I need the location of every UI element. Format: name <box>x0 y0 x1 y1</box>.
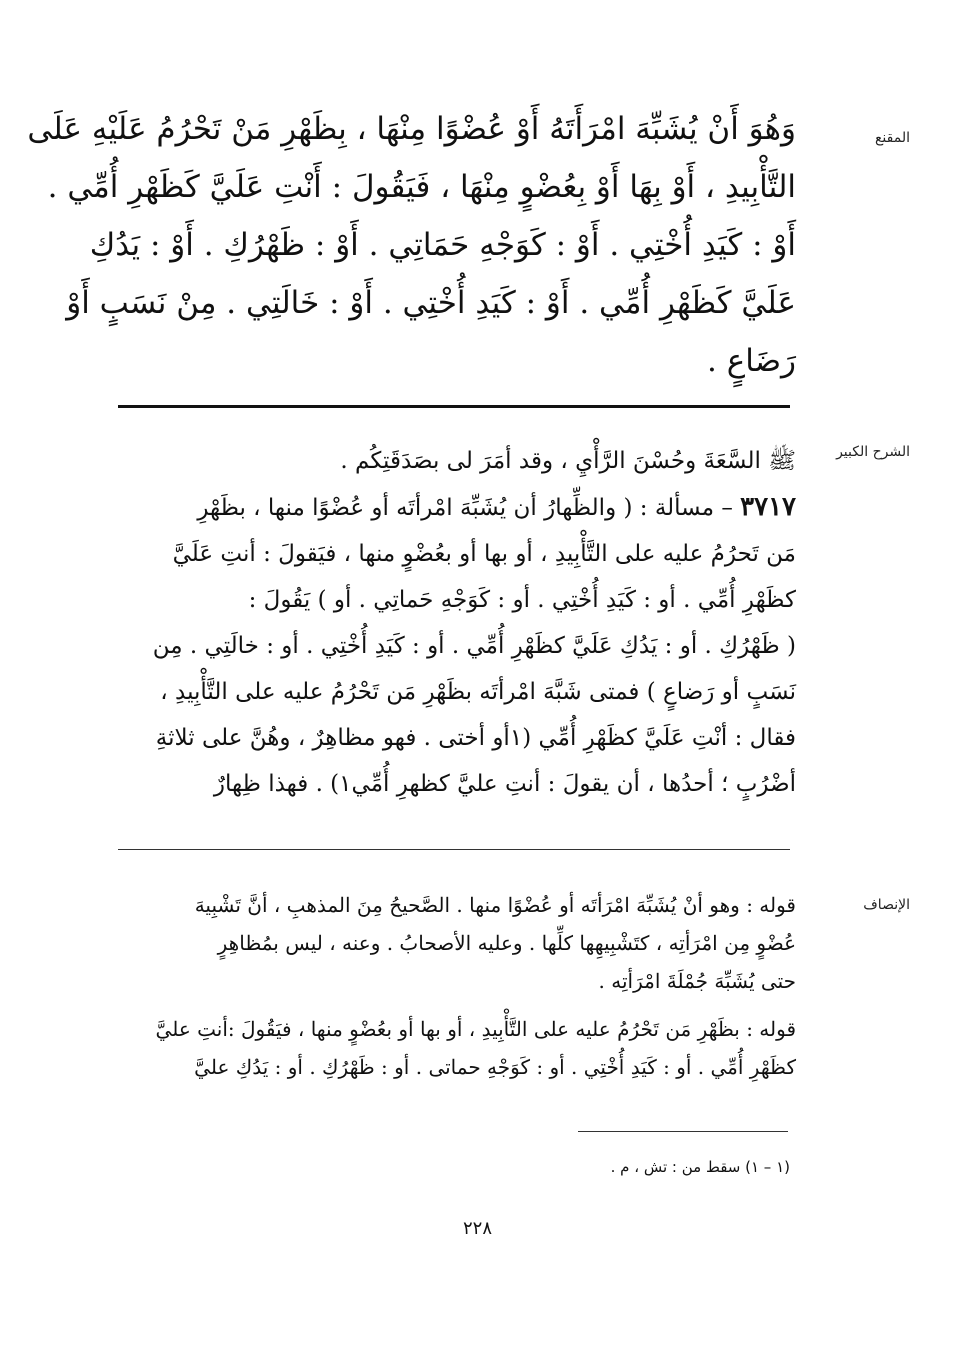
muqni-text <box>27 100 796 390</box>
label-muqni: المقنع <box>874 130 910 146</box>
sharh-masala-line <box>96 484 796 531</box>
sharh-line: نَسَبٍ أو رَضاعٍ ) فمتى شَبَّهَ امْرأتَه بظَهْرِ مَن تَحْرُمُ عليه على التَّأْبِيدِ ، <box>160 679 796 705</box>
footnote-divider <box>578 1131 788 1132</box>
insaf-line: حتى يُشَبِّهَ جُمْلَةَ امْرَأتِه . <box>598 969 796 993</box>
sharh-line: ( ظَهْرُكِ . أو : يَدُكِ عَلَيَّ كظَهْرِ أُمِّي . أو : كَيَدِ أُخْتِي . أو : خالَتِي . مِن <box>152 633 796 659</box>
muqni-line: وَهُوَ أَنْ يُشَبِّهَ امْرَأَتَهُ أَوْ عُضْوًا مِنْهَا ، بِظَهْرِ مَنْ تَحْرُمُ عَلَيْهِ عَلَى <box>27 111 796 147</box>
sharh-line: فقال : أنْتِ عَلَيَّ كظَهْرِ أُمِّي (١أو أختى . فهو مظاهِرٌ ، وهُنَّ على ثلاثةِ <box>155 725 796 751</box>
sharh-text <box>96 438 796 807</box>
sharh-line: كظَهْرِ أُمِّي . أو : كَيَدِ أُخْتِي . أو : كَوَجْهِ حَماتِي . أو ) يَقُولَ : <box>248 587 796 613</box>
sharh-line: أضْرُبٍ ؛ أحدُها ، أن يقولَ : أنتِ عليَّ كظهرِ أُمِّي١) . فهذا ظِهارٌ <box>213 771 796 797</box>
muqni-line: أَوْ : كَيَدِ أُخْتِي . أَوْ : كَوَجْهِ حَمَاتِي . أَوْ : ظَهْرُكِ . أَوْ : يَدُكِ <box>89 227 796 263</box>
insaf-line: قوله : وهو أنْ يُشَبِّهَ امْرَأتَه أو عُضْوًا منها . الصَّحيحُ مِنَ المذهبِ ، أنَّ تَشْبِيهَ <box>194 893 796 917</box>
section-divider-thick <box>118 405 790 408</box>
muqni-line: عَلَيَّ كَظَهْرِ أُمِّي . أَوْ : كَيَدِ أُخْتِي . أَوْ : خَالَتِي . مِنْ نَسَبٍ أَوْ <box>66 285 796 321</box>
masala-number: ٣٧١٧ <box>740 492 796 522</box>
masala-text: – مسألة : ( والظِّهارُ أن يُشَبِّهَ امْرأتَه أو عُضْوًا منها ، بظَهْرِ <box>197 495 733 521</box>
muqni-line: رَضَاعٍ . <box>707 343 796 379</box>
label-sharh: الشرح الكبير <box>836 444 910 460</box>
insaf-line: قوله : بظَهْرِ مَن تَحْرُمُ عليه على التَّأْبِيدِ ، أو بها أو بعُضْوٍ منها ، فيَقُولَ :أنتِ عليَّ <box>155 1017 796 1041</box>
sharh-line: مَن تَحرُمُ عليه على التَّأْبِيدِ ، أو بها أو بعُضْوٍ منها ، فيَقولَ : أنتِ عَلَيَّ <box>172 541 796 567</box>
page-number: ٢٢٨ <box>462 1218 492 1239</box>
sharh-line: ﷺ السَّعَةَ وحُسْنَ الرَّأْيِ ، وقد أمَرَ لى بصَدَقَتِكُم . <box>340 448 796 474</box>
insaf-line: عُضْوٍ مِن امْرَأتِه ، كتَشْبِيهِها كلِّها . وعليه الأصحابُ . وعنه ، ليس بمُظاهِرٍ <box>217 931 796 955</box>
insaf-line: كظَهْرِ أُمِّي . أو : كَيَدِ أُخْتِي . أو : كَوَجْهِ حماتى . أو : ظَهْرُكِ . أو : يَدُكِ عليَّ <box>194 1055 796 1079</box>
footnote: (١ – ١) سقط من : تش ، م . <box>610 1158 790 1176</box>
insaf-text <box>96 886 796 1086</box>
label-insaf: الإنصاف <box>863 897 910 913</box>
section-divider-thin <box>118 849 790 850</box>
muqni-line: التَّأْبِيدِ ، أَوْ بِهَا أَوْ بِعُضْوٍ مِنْهَا ، فَيَقُولَ : أَنْتِ عَلَيَّ كَظَهْرِ أُمِّي . <box>47 169 796 205</box>
